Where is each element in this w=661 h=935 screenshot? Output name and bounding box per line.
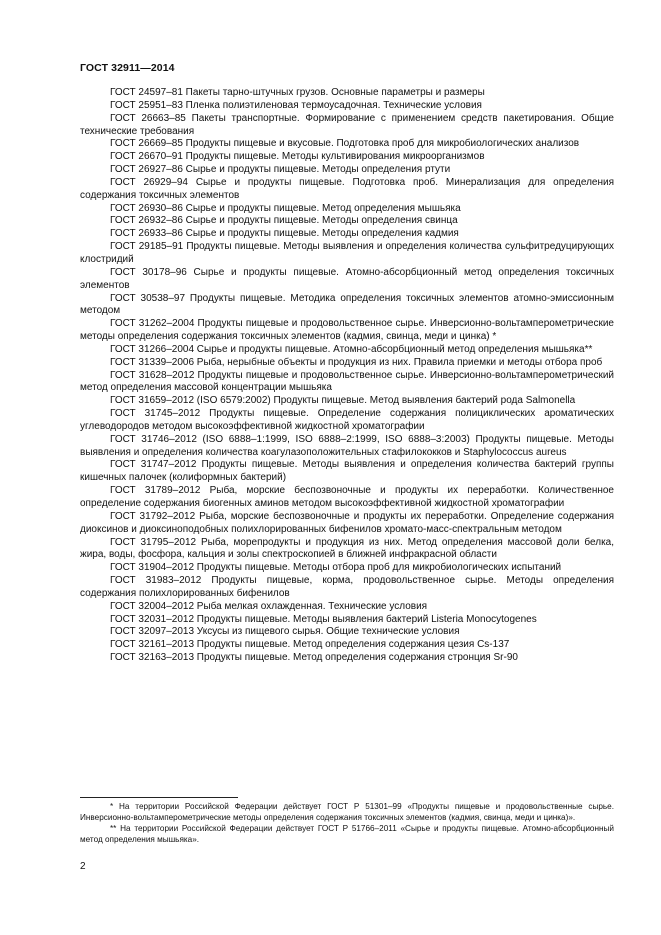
page-number: 2	[80, 861, 86, 872]
normative-references-list	[80, 87, 614, 665]
reference-item: ГОСТ 31628–2012 Продукты пищевые и продовольственное сырье. Инверсионно-вольтамперометрический метод определения массовой концентрации мышьяка	[80, 369, 614, 394]
reference-item: ГОСТ 32097–2013 Уксусы из пищевого сырья. Общие технические условия	[110, 626, 460, 638]
reference-item: ГОСТ 30178–96 Сырье и продукты пищевые. Атомно-абсорбционный метод определения токсичных элементов	[80, 266, 614, 291]
footnote-separator	[80, 797, 238, 798]
reference-item: ГОСТ 29185–91 Продукты пищевые. Методы выявления и определения количества сульфитредуцирующих клостридий	[80, 241, 614, 265]
reference-item: ГОСТ 31266–2004 Сырье и продукты пищевые. Атомно-абсорбционный метод определения мышьяка**	[110, 343, 593, 355]
reference-item: ГОСТ 26929–94 Сырье и продукты пищевые. Подготовка проб. Минерализация для определения содержания токсичных элементов	[80, 176, 614, 201]
reference-item: ГОСТ 26663–85 Пакеты транспортные. Формирование с применением средств пакетирования. Общие технические требования	[80, 112, 614, 137]
reference-item: ГОСТ 31795–2012 Рыба, морепродукты и продукция из них. Метод определения массовой доли белка, жира, воды, фосфора, кальция и золы спектроскопией в ближней инфракрасной области	[80, 536, 614, 561]
reference-item: ГОСТ 31904–2012 Продукты пищевые. Методы отбора проб для микробиологических испытаний	[110, 562, 562, 574]
reference-item: ГОСТ 31789–2012 Рыба, морские беспозвоночные и продукты их переработки. Количественное определение содержания биогенных аминов методом высокоэффективной жидкостной хроматографии	[80, 485, 614, 509]
reference-item: ГОСТ 26927–86 Сырье и продукты пищевые. Методы определения ртути	[110, 164, 451, 176]
footnote-item: ** На территории Российской Федерации действует ГОСТ Р 51766–2011 «Сырье и продукты пищевые. Атомно-абсорбционный метод определения мышьяка».	[80, 824, 614, 844]
reference-item: ГОСТ 26930–86 Сырье и продукты пищевые. Метод определения мышьяка	[110, 202, 461, 214]
reference-item: ГОСТ 31262–2004 Продукты пищевые и продовольственное сырье. Инверсионно-вольтамперометрические методы определения содержания токсичных элементов (кадмия, свинца, меди и цинка) *	[80, 318, 614, 343]
reference-item: ГОСТ 26670–91 Продукты пищевые. Методы культивирования микроорганизмов	[110, 151, 485, 163]
reference-item: ГОСТ 26669–85 Продукты пищевые и вкусовые. Подготовка проб для микробиологических анализов	[110, 138, 580, 150]
reference-item: ГОСТ 31746–2012 (ISO 6888–1:1999, ISO 6888–2:1999, ISO 6888–3:2003) Продукты пищевые. Методы выявления и определения количества коагулазоположительных стафилококков и Staphylococcus aureus	[80, 433, 614, 458]
reference-item: ГОСТ 31745–2012 Продукты пищевые. Определение содержания полициклических ароматических углеводородов методом высокоэффективной жидкостной хроматографии	[80, 408, 614, 432]
reference-item: ГОСТ 32004–2012 Рыба мелкая охлажденная. Технические условия	[110, 600, 428, 612]
reference-item: ГОСТ 31792–2012 Рыба, морские беспозвоночные и продукты их переработки. Определение содержания диоксинов и диоксиноподобных полихлорированных бифенилов хромато-масс-спектральным методом	[80, 510, 614, 535]
reference-item: ГОСТ 31659–2012 (ISO 6579:2002) Продукты пищевые. Метод выявления бактерий рода Salmonella	[110, 395, 576, 407]
reference-item: ГОСТ 31747–2012 Продукты пищевые. Методы выявления и определения количества бактерий группы кишечных палочек (колиформных бактерий)	[80, 459, 614, 484]
reference-item: ГОСТ 24597–81 Пакеты тарно-штучных грузов. Основные параметры и размеры	[110, 87, 485, 98]
reference-item: ГОСТ 25951–83 Пленка полиэтиленовая термоусадочная. Технические условия	[110, 99, 482, 111]
reference-item: ГОСТ 32163–2013 Продукты пищевые. Метод определения содержания стронция Sr-90	[110, 652, 518, 664]
footnote-item: * На территории Российской Федерации действует ГОСТ Р 51301–99 «Продукты пищевые и продовольственные сырье. Инверсионно-вольтамперометрические методы определения содержания токсичных элементов (кадмия, свинца, меди и цинка)».	[80, 802, 614, 822]
reference-item: ГОСТ 31983–2012 Продукты пищевые, корма, продовольственное сырье. Методы определения содержания полихлорированных бифенилов	[80, 575, 614, 599]
reference-item: ГОСТ 26933–86 Сырье и продукты пищевые. Методы определения кадмия	[110, 228, 459, 240]
reference-item: ГОСТ 26932–86 Сырье и продукты пищевые. Методы определения свинца	[110, 215, 458, 227]
reference-item: ГОСТ 32161–2013 Продукты пищевые. Метод определения содержания цезия Cs-137	[110, 639, 510, 651]
reference-item: ГОСТ 32031–2012 Продукты пищевые. Методы выявления бактерий Listeria Monocytogenes	[110, 613, 537, 625]
footnotes	[80, 802, 614, 846]
page-header-title: ГОСТ 32911—2014	[80, 62, 175, 74]
reference-item: ГОСТ 31339–2006 Рыба, нерыбные объекты и продукция из них. Правила приемки и методы отбора проб	[110, 356, 603, 368]
reference-item: ГОСТ 30538–97 Продукты пищевые. Методика определения токсичных элементов атомно-эмиссионным методом	[80, 292, 614, 317]
